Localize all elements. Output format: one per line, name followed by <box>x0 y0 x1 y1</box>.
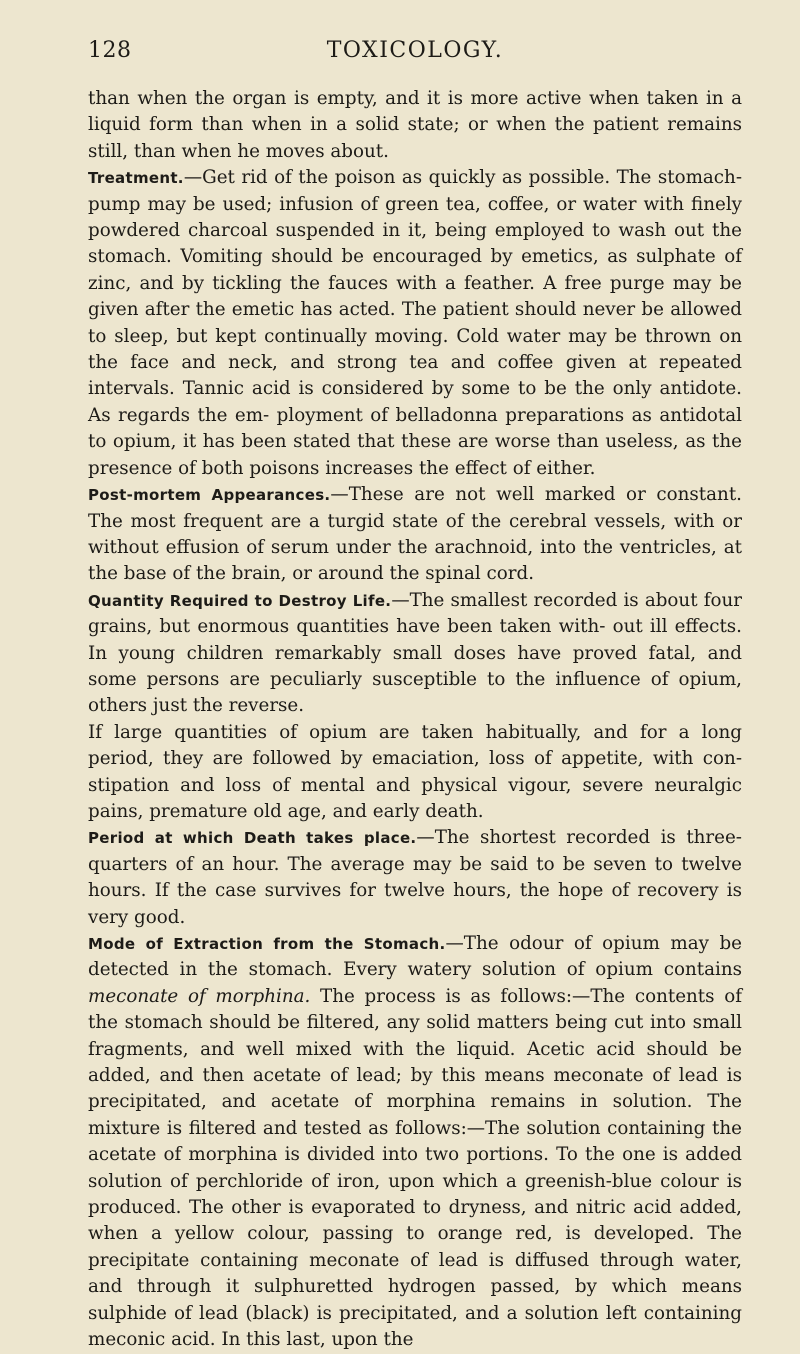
paragraph-text: The process is as follows:—The contents of the stomach should be filtered, any solid matters being cut into small fragments, and well mixed with the liquid. Acetic acid should be added, and then acetate of lead; by this means meconate of lead is precipitated, and acetate of morphina remains in solution. The mixture is filtered and tested as follows:—The solution containing the acetate of morphina is divided into two portions. To the one is added solution of perchloride of iron, upon which a greenish-blue colour is produced. The other is evaporated to dryness, and nitric acid added, when a yellow colour, passing to orange red, is developed. The precipitate containing meconate of lead is diffused through water, and through it sulphuretted hydrogen passed, by which means sulphide of lead (black) is precipitated, and a solution left containing meconic acid. In this last, upon the <box>88 985 742 1351</box>
paragraph-text: —Get rid of the poison as quickly as possible. The stomach-pump may be used; infusion of green tea, coffee, or water with finely powdered charcoal suspended in it, being employed to wash out the stomach. Vomiting should be encouraged by emetics, as sulphate of zinc, and by tickling the fauces with a feather. A free purge may be given after the emetic has acted. The patient should never be allowed to sleep, but kept continually moving. Cold water may be thrown on the face and neck, and strong tea and coffee given at repeated intervals. Tannic acid is considered by some to be the only antidote. As regards the em- ployment of belladonna preparations as antidotal to opium, it has been stated that these are worse than useless, as the presence of both poisons increases the effect of either. <box>88 167 742 479</box>
section-heading: Period at which Death takes place. <box>88 829 417 848</box>
paragraph-text: —The shortest recorded is three-quarters of an hour. The average may be said to be seven to twelve hours. If the case survives for twelve hours, the hope of recovery is very good. <box>88 827 742 928</box>
section-heading: Post-mortem Appearances. <box>88 486 331 505</box>
paragraph <box>88 720 742 826</box>
paragraph <box>88 165 742 482</box>
page-header <box>88 38 742 68</box>
page-body <box>88 86 742 1354</box>
italic-term: meconate of morphina. <box>88 985 311 1007</box>
section-heading: Quantity Required to Destroy Life. <box>88 591 392 610</box>
paragraph <box>88 931 742 1354</box>
paragraph-text: —These are not well marked or constant. The most frequent are a turgid state of the cerebral vessels, with or without effusion of serum under the arachnoid, into the ventricles, at the base of the brain, or around the spinal cord. <box>88 484 742 585</box>
paragraph <box>88 86 742 165</box>
section-heading: Treatment. <box>88 169 184 188</box>
paragraph-text: —The odour of opium may be detected in the stomach. Every watery solution of opium contains <box>88 933 742 981</box>
section-heading: Mode of Extraction from the Stomach. <box>88 935 446 953</box>
paragraph-text: than when the organ is empty, and it is more active when taken in a liquid form than when in a solid state; or when the patient remains still, than when he moves about. <box>88 88 742 162</box>
running-head: TOXICOLOGY. <box>326 38 504 63</box>
paragraph <box>88 825 742 931</box>
paragraph-text: —The smallest recorded is about four grains, but enormous quantities have been taken with- out ill effects. In young children remarkably small doses have proved fatal, and some persons are peculiarly susceptible to the influence of opium, others just the reverse. <box>88 589 742 717</box>
paragraph <box>88 588 742 720</box>
paragraph-text: If large quantities of opium are taken habitually, and for a long period, they are followed by emaciation, loss of appetite, with con- stipation and loss of mental and physical vigour, severe neuralgic pains, premature old age, and early death. <box>88 721 742 822</box>
paragraph <box>88 482 742 588</box>
page-number: 128 <box>88 38 132 63</box>
